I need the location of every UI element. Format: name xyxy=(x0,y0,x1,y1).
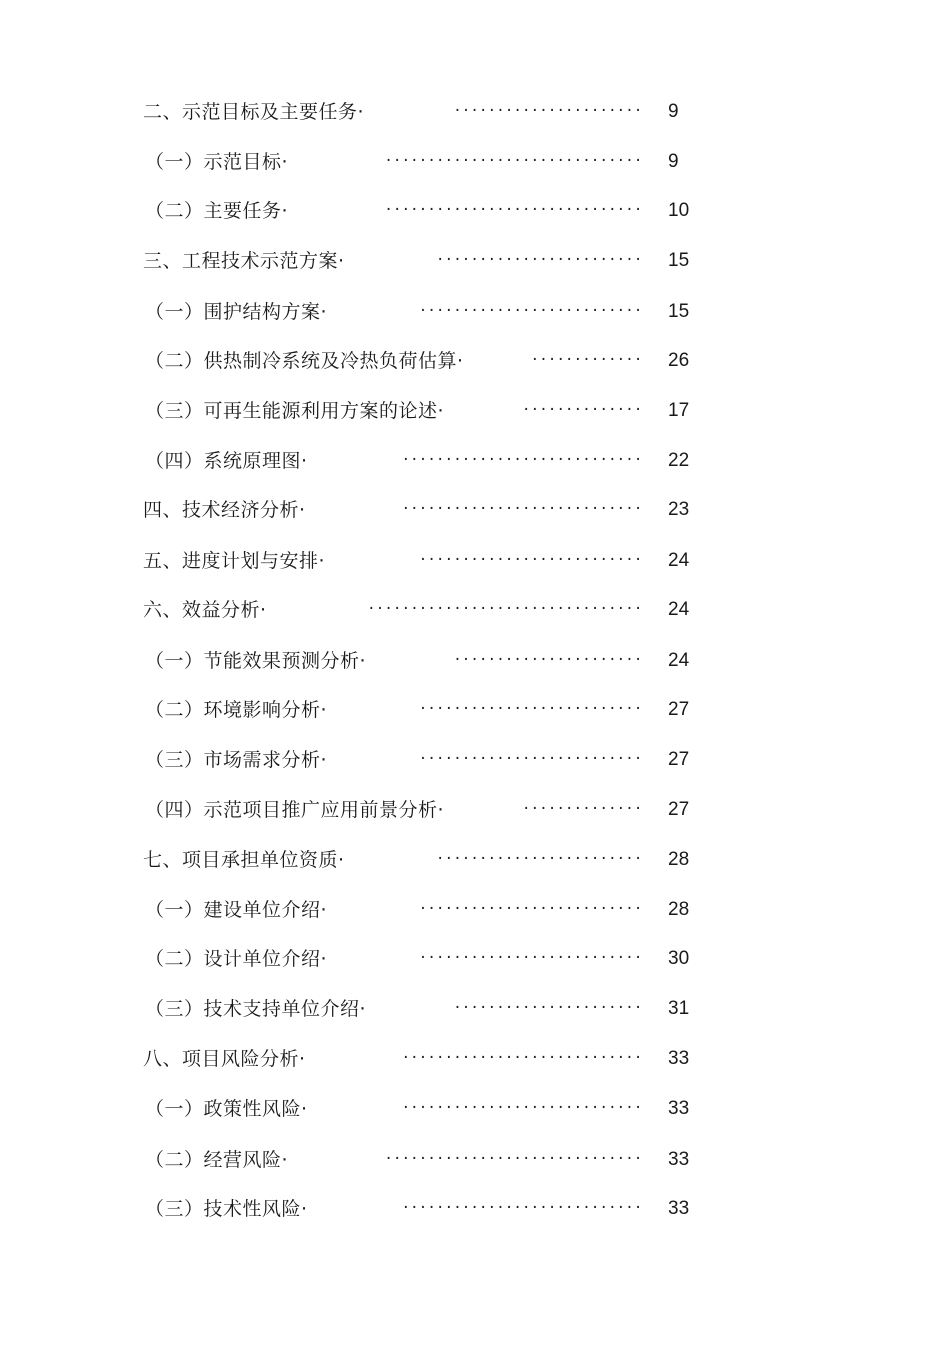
toc-entry-page: 23 xyxy=(668,499,690,520)
toc-entry-title: 八、项目风险分析· xyxy=(143,1048,306,1070)
toc-entry-title: 五、进度计划与安排· xyxy=(143,550,326,572)
toc-entry[interactable] xyxy=(0,845,950,875)
toc-entry-page: 22 xyxy=(668,450,690,471)
toc-entry-page: 30 xyxy=(668,948,690,969)
toc-entry-title: （二）供热制冷系统及冷热负荷估算· xyxy=(145,350,464,372)
toc-leader-dots: ······················ xyxy=(454,998,644,1018)
toc-entry-page: 28 xyxy=(668,899,690,920)
toc-leader-dots: ·············· xyxy=(523,400,644,420)
toc-entry-title: （一）围护结构方案· xyxy=(145,301,328,323)
toc-entry-title: （二）主要任务· xyxy=(145,200,289,222)
toc-entry-title: 七、项目承担单位资质· xyxy=(143,849,345,871)
toc-entry[interactable] xyxy=(0,944,950,974)
toc-leader-dots: ·························· xyxy=(420,699,644,719)
toc-entry[interactable] xyxy=(0,994,950,1024)
toc-entry[interactable] xyxy=(0,97,950,127)
toc-entry[interactable] xyxy=(0,396,950,426)
toc-entry-page: 33 xyxy=(668,1098,690,1119)
toc-leader-dots: ···························· xyxy=(403,450,644,470)
toc-entry-page: 9 xyxy=(668,101,679,122)
toc-entry-title: 四、技术经济分析· xyxy=(143,499,306,521)
toc-entry-title: （三）可再生能源利用方案的论述· xyxy=(145,400,445,422)
toc-entry-title: （四）系统原理图· xyxy=(145,450,308,472)
toc-entry[interactable] xyxy=(0,446,950,476)
toc-entry[interactable] xyxy=(0,246,950,276)
toc-leader-dots: ······························ xyxy=(385,200,644,220)
toc-entry-page: 28 xyxy=(668,849,690,870)
toc-leader-dots: ·························· xyxy=(420,948,644,968)
toc-entry-title: （三）技术性风险· xyxy=(145,1198,308,1220)
toc-entry-title: （一）节能效果预测分析· xyxy=(145,650,367,672)
toc-entry-title: （四）示范项目推广应用前景分析· xyxy=(145,799,445,821)
toc-entry-title: （二）环境影响分析· xyxy=(145,699,328,721)
toc-entry[interactable] xyxy=(0,1145,950,1175)
toc-leader-dots: ···························· xyxy=(403,1198,644,1218)
toc-entry-page: 24 xyxy=(668,599,690,620)
toc-entry-page: 27 xyxy=(668,799,690,820)
toc-entry[interactable] xyxy=(0,795,950,825)
toc-leader-dots: ······················ xyxy=(454,650,644,670)
toc-leader-dots: ·············· xyxy=(523,799,644,819)
toc-leader-dots: ·························· xyxy=(420,550,644,570)
toc-leader-dots: ························ xyxy=(437,250,644,270)
toc-entry[interactable] xyxy=(0,595,950,625)
toc-leader-dots: ·························· xyxy=(420,899,644,919)
toc-entry[interactable] xyxy=(0,1044,950,1074)
toc-entry[interactable] xyxy=(0,1194,950,1224)
toc-entry[interactable] xyxy=(0,196,950,226)
toc-leader-dots: ························ xyxy=(437,849,644,869)
toc-leader-dots: ············· xyxy=(532,350,644,370)
toc-entry-page: 9 xyxy=(668,151,679,172)
toc-entry-title: 六、效益分析· xyxy=(143,599,267,621)
toc-entry-title: 三、工程技术示范方案· xyxy=(143,250,345,272)
toc-entry[interactable] xyxy=(0,1094,950,1124)
toc-entry-page: 26 xyxy=(668,350,690,371)
toc-leader-dots: ···························· xyxy=(403,499,644,519)
toc-entry-page: 15 xyxy=(668,250,690,271)
toc-entry-page: 24 xyxy=(668,550,690,571)
toc-leader-dots: ······························ xyxy=(385,151,644,171)
toc-entry[interactable] xyxy=(0,495,950,525)
toc-leader-dots: ······················ xyxy=(454,101,644,121)
toc-entry-page: 24 xyxy=(668,650,690,671)
toc-entry-page: 27 xyxy=(668,749,690,770)
toc-leader-dots: ·························· xyxy=(420,301,644,321)
toc-entry-page: 33 xyxy=(668,1048,690,1069)
toc-entry-page: 15 xyxy=(668,301,690,322)
toc-entry-page: 10 xyxy=(668,200,690,221)
toc-entry-title: （一）建设单位介绍· xyxy=(145,899,328,921)
toc-entry-title: （三）技术支持单位介绍· xyxy=(145,998,367,1020)
toc-entry[interactable] xyxy=(0,297,950,327)
toc-leader-dots: ································ xyxy=(368,599,644,619)
toc-entry-title: （二）设计单位介绍· xyxy=(145,948,328,970)
toc-entry-title: （二）经营风险· xyxy=(145,1149,289,1171)
toc-entry-page: 33 xyxy=(668,1149,690,1170)
toc-entry-title: 二、示范目标及主要任务· xyxy=(143,101,365,123)
toc-entry[interactable] xyxy=(0,646,950,676)
toc-entry[interactable] xyxy=(0,895,950,925)
toc-entry-page: 17 xyxy=(668,400,690,421)
toc-entry-title: （三）市场需求分析· xyxy=(145,749,328,771)
toc-entry[interactable] xyxy=(0,745,950,775)
toc-entry[interactable] xyxy=(0,147,950,177)
toc-entry-title: （一）政策性风险· xyxy=(145,1098,308,1120)
toc-entry-page: 31 xyxy=(668,998,690,1019)
toc-entry-page: 27 xyxy=(668,699,690,720)
toc-entry[interactable] xyxy=(0,546,950,576)
toc-leader-dots: ·························· xyxy=(420,749,644,769)
toc-leader-dots: ······························ xyxy=(385,1149,644,1169)
toc-entry[interactable] xyxy=(0,346,950,376)
toc-leader-dots: ···························· xyxy=(403,1098,644,1118)
toc-leader-dots: ···························· xyxy=(403,1048,644,1068)
toc-entry-title: （一）示范目标· xyxy=(145,151,289,173)
toc-entry[interactable] xyxy=(0,695,950,725)
toc-entry-page: 33 xyxy=(668,1198,690,1219)
